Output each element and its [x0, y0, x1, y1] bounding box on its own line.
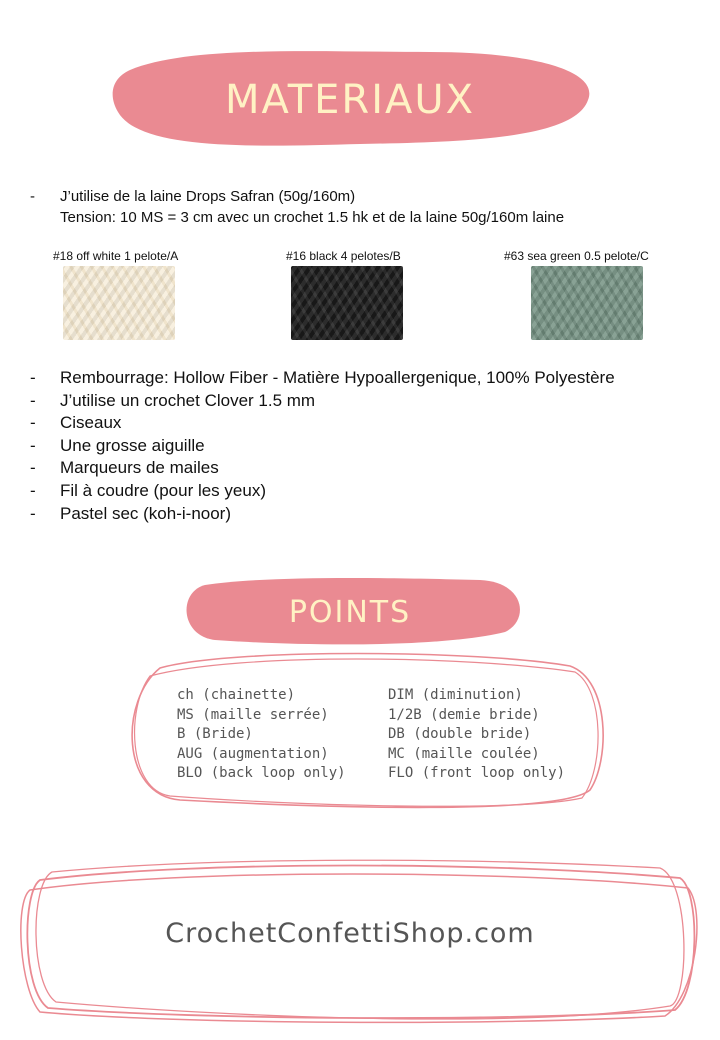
materials-list: [30, 367, 710, 525]
yarn-label-c: #63 sea green 0.5 pelote/C: [504, 249, 649, 263]
list-item: 1/2B (demie bride): [388, 706, 540, 723]
list-item: - Rembourrage: Hollow Fiber - Matière Hypoallergenique, 100% Polyestère: [30, 368, 615, 387]
yarn-swatch-sea-green: [531, 266, 643, 340]
shop-website-text: CrochetConfettiShop.com: [165, 918, 535, 949]
list-item: MS (maille serrée): [177, 706, 329, 723]
page-title: MATERIAUX: [224, 77, 476, 123]
list-item: - J’utilise un crochet Clover 1.5 mm: [30, 390, 316, 410]
list-item: FLO (front loop only): [388, 765, 566, 781]
list-item: - Marqueurs de mailes: [30, 458, 219, 478]
stitch-legend-left: [177, 686, 346, 784]
list-item: - Fil à coudre (pour les yeux): [30, 480, 266, 500]
list-item: BLO (back loop only): [177, 765, 346, 781]
intro-yarn-line: J’utilise de la laine Drops Safran (50g/160m): [60, 188, 356, 205]
points-title: POINTS: [288, 595, 412, 630]
list-item: B (Bride): [177, 726, 253, 742]
list-item: - Une grosse aiguille: [30, 435, 205, 455]
list-item: - Pastel sec (koh-i-noor): [30, 503, 232, 523]
yarn-label-a: #18 off white 1 pelote/A: [53, 249, 179, 263]
intro-dash: -: [30, 188, 35, 205]
list-item: ch (chainette): [177, 687, 296, 703]
list-item: DIM (diminution): [388, 687, 523, 703]
yarn-swatch-off-white: [63, 266, 175, 340]
yarn-swatch-black: [291, 266, 403, 340]
list-item: MC (maille coulée): [388, 745, 540, 762]
intro-tension-line: Tension: 10 MS = 3 cm avec un crochet 1.5 hk et de la laine 50g/160m laine: [60, 209, 565, 226]
list-item: AUG (augmentation): [177, 745, 329, 762]
list-item: DB (double bride): [388, 726, 532, 742]
list-item: - Ciseaux: [30, 413, 122, 433]
stitch-legend-right: [388, 686, 565, 784]
yarn-label-b: #16 black 4 pelotes/B: [286, 249, 401, 263]
